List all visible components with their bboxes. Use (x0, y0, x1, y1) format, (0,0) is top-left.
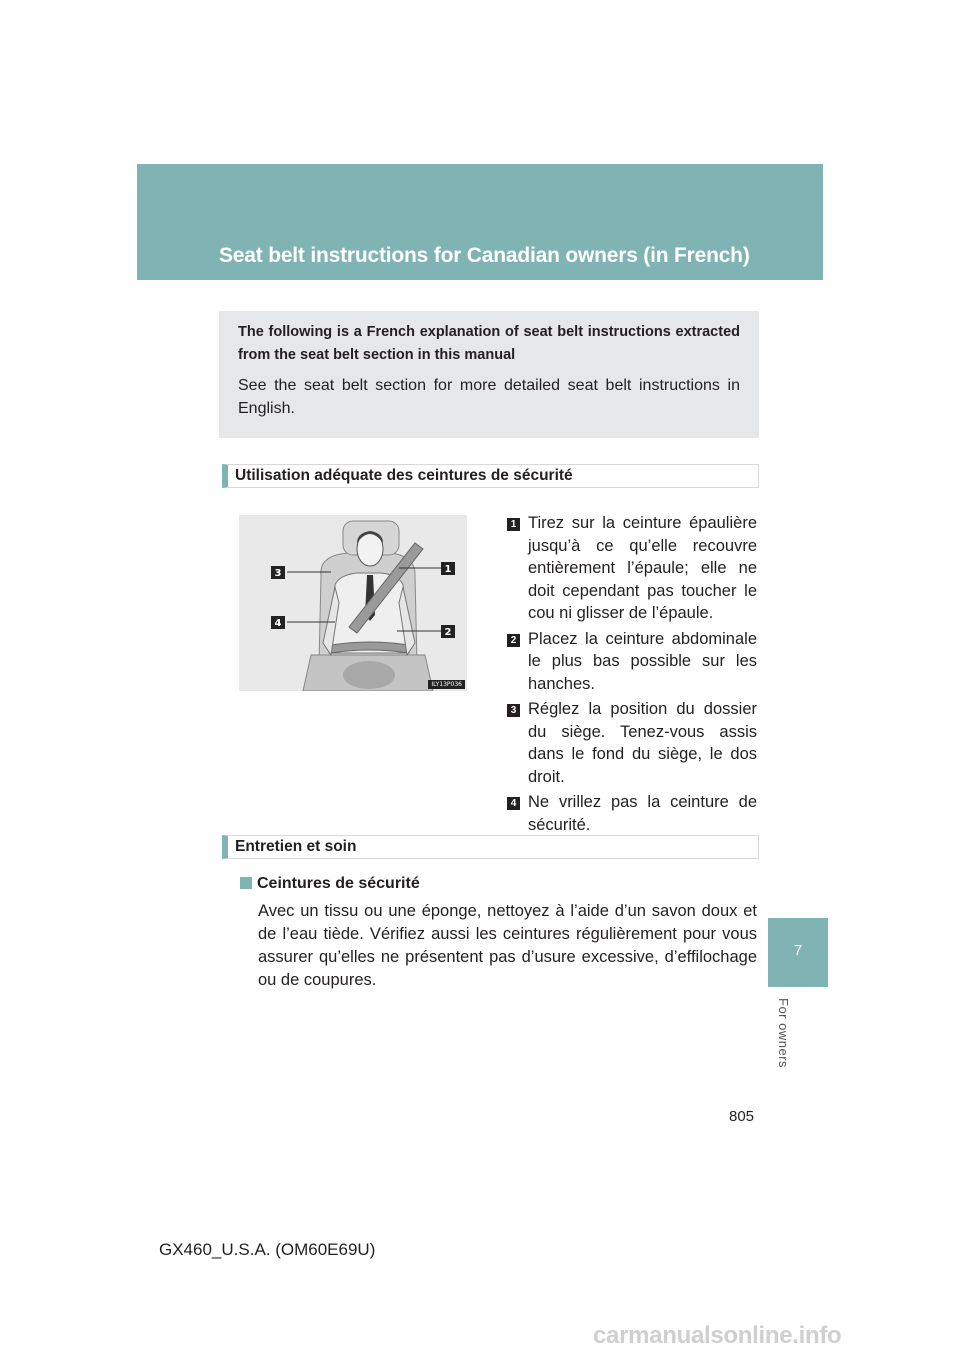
care-paragraph: Avec un tissu ou une éponge, nettoyez à l’aide d’un savon doux et de l’eau tiède. Vérifiez aussi les ceintures régulièrement pour vous assurer qu’elles ne présentent pas d’usure excessive, d’effilochage ou de coupures. (258, 902, 757, 989)
step-number-icon: 4 (507, 797, 520, 810)
step-number-icon: 3 (507, 704, 520, 717)
step-number-icon: 1 (507, 518, 520, 531)
step-text: Placez la ceinture abdominale le plus bas possible sur les hanches. (528, 629, 757, 693)
square-bullet-icon (240, 877, 252, 889)
svg-text:2: 2 (444, 627, 452, 638)
seat-belt-illustration (239, 515, 467, 691)
intro-box (219, 311, 759, 438)
list-item (507, 698, 757, 788)
step-text: Réglez la position du dossier du siège. Tenez-vous assis dans le fond du siège, le dos droit. (528, 700, 757, 786)
chapter-number: 7 (793, 942, 803, 959)
section-heading-care (222, 835, 759, 859)
figure-code: ILY13P036 (428, 680, 465, 689)
list-item (507, 512, 757, 625)
watermark: carmanualsonline.info (593, 1322, 842, 1349)
step-text: Tirez sur la ceinture épaulière jusqu’à ce qu’elle recouvre entièrement l’épaule; elle ne doit cependant pas toucher le cou ni glisser de l’épaule. (528, 514, 757, 622)
section-heading-usage-label: Utilisation adéquate des ceintures de sécurité (235, 467, 573, 484)
svg-text:1: 1 (444, 564, 452, 575)
intro-bold-text: The following is a French explanation of seat belt instructions extracted from the seat belt section in this manual (238, 324, 740, 363)
step-text: Ne vrillez pas la ceinture de sécurité. (528, 793, 757, 834)
page-number: 805 (729, 1108, 755, 1125)
intro-normal-text: See the seat belt section for more detailed seat belt instructions in English. (238, 377, 740, 417)
list-item (507, 791, 757, 836)
step-number-icon: 2 (507, 634, 520, 647)
chapter-tab[interactable] (768, 918, 828, 987)
section-heading-care-label: Entretien et soin (235, 838, 357, 855)
page-title: Seat belt instructions for Canadian owners (in French) (219, 244, 750, 267)
subheading (240, 875, 420, 893)
seat-belt-figure (239, 515, 467, 691)
steps-list (507, 512, 757, 839)
subheading-label: Ceintures de sécurité (257, 875, 420, 892)
section-heading-usage (222, 464, 759, 488)
svg-text:3: 3 (274, 568, 282, 579)
chapter-label: For owners (776, 998, 791, 1069)
svg-text:4: 4 (274, 618, 282, 629)
list-item (507, 628, 757, 696)
manual-code: GX460_U.S.A. (OM60E69U) (159, 1240, 376, 1259)
